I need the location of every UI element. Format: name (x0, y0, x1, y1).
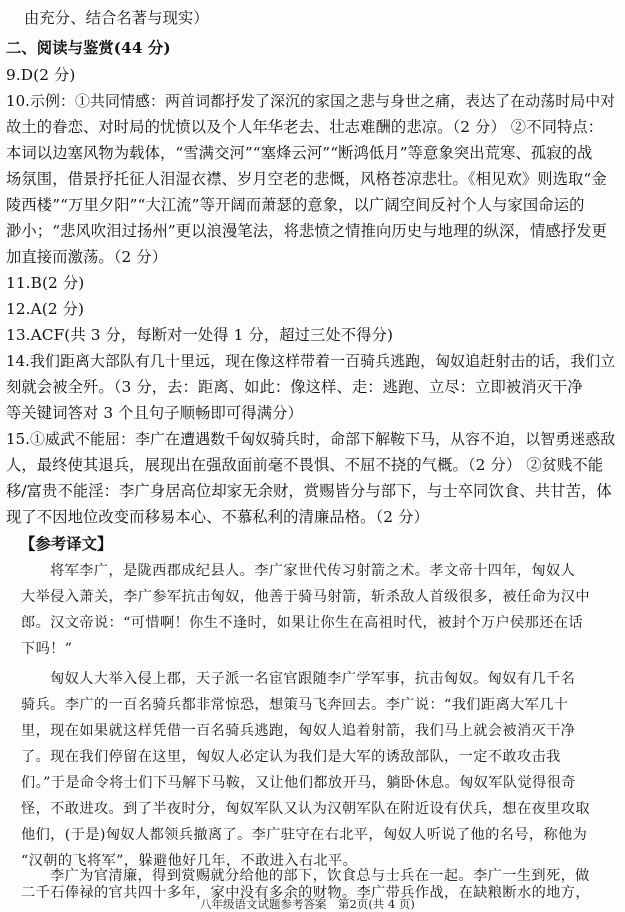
answer-line: 渺小；“悲风吹泪过扬州”更以浪漫笔法，将悲愤之情推向历史与地理的纵深，情感抒发更 (6, 222, 607, 240)
translation-line: 李广为官清廉，得到赏赐就分给他的部下，饮食总与士兵在一起。李广一生到死，做 (50, 868, 590, 884)
translation-line: 二千石俸禄的官共四十多年，家中没有多余的财物。李广带兵作战，在缺粮断水的地方， (21, 885, 590, 901)
translation-line: 们。”于是命令将士们下马解下马鞍，又让他们都放开马，躺卧休息。匈奴军队觉得很奇 (21, 775, 576, 791)
answer-line: 移/富贵不能淫：李广身居高位却家无余财，赏赐皆分与部下，与士卒同饮食、共甘苦，体 (6, 482, 612, 500)
translation-line: 郎。汉文帝说：“可惜啊！你生不逢时，如果让你生在高祖时代，被封个万户侯那还在话 (21, 615, 583, 631)
translation-line: “汉朝的飞将军”，躲避他好几年，不敢进入右北平。 (21, 853, 358, 869)
answer-line: 15.①威武不能屈：李广在遭遇数千匈奴骑兵时，命部下解鞍下马，从容不迫，以智勇迷惑敌 (6, 430, 616, 448)
page-footer: 八年级语文试题参考答案 第2页(共 4 页) (200, 897, 415, 911)
answer-line: 现了不因地位改变而移易本心、不慕私利的清廉品格。（2 分） (6, 508, 429, 526)
answer-line: 场氛围，借景抒托征人泪湿衣襟、岁月空老的悲慨，风格苍凉悲壮。《相见欢》则选取“金 (6, 170, 607, 188)
top-fragment: 由充分、结合名著与现实） (24, 9, 209, 27)
translation-line: 将军李广，是陇西郡成纪县人。李广家世代传习射箭之术。孝文帝十四年，匈奴人 (50, 563, 576, 579)
answer-line: 加直接而激荡。（2 分） (6, 248, 168, 266)
answer-line: 陵西楼”“万里夕阳”“大江流”等开阔而萧瑟的意象，以广阔空间反衬个人与家国命运的 (6, 196, 585, 214)
answer-line: 本词以边塞风物为载体，“雪满交河”“塞烽云河”“断鸿低月”等意象突出荒寒、孤寂的战 (6, 144, 593, 162)
answer-line: 14.我们距离大部队有几十里远，现在像这样带着一百骑兵逃跑，匈奴追赶射击的话，我们立 (6, 352, 616, 370)
translation-line: 怪，不敢进攻。到了半夜时分，匈奴军队又认为汉朝军队在附近设有伏兵，想在夜里攻取 (21, 801, 590, 817)
translation-line: 了。现在我们停留在这里，匈奴人必定认为我们是大军的诱敌部队，一定不敢攻击我 (21, 749, 561, 765)
answer-q11: 11.B(2 分) (6, 274, 85, 292)
translation-line: 他们，(于是)匈奴人都领兵撤离了。李广驻守在右北平，匈奴人听说了他的名号，称他为 (21, 827, 588, 843)
answer-line: 故土的眷恋、对时局的忧愤以及个人年华老去、壮志难酬的悲凉。（2 分） ②不同特点： (6, 118, 604, 136)
answer-q9: 9.D(2 分) (6, 66, 76, 84)
reference-translation-title: 【参考译文】 (20, 535, 113, 553)
translation-line: 下吗！” (21, 641, 73, 657)
translation-line: 骑兵。李广的一百名骑兵都非常惊恐，想策马飞奔回去。李广说：“我们距离大军几十 (21, 697, 569, 713)
answer-line: 人，最终使其退兵，展现出在强敌面前毫不畏惧、不屈不挠的气概。（2 分） ②贫贱不能 (6, 456, 604, 474)
answer-line: 刻就会被全歼。（3 分，去：距离、如此：像这样、走：逃跑、立尽：立即被消灭干净 (6, 378, 583, 396)
section-heading: 二、阅读与鉴赏(44 分) (6, 39, 171, 57)
answer-q13: 13.ACF(共 3 分，每断对一处得 1 分，超过三处不得分) (6, 326, 394, 344)
answer-line: 等关键词答对 3 个且句子顺畅即可得满分） (6, 404, 303, 422)
translation-line: 里，现在如果就这样凭借一百名骑兵逃跑，匈奴人追着射箭，我们马上就会被消灭干净 (21, 723, 576, 739)
answer-q12: 12.A(2 分) (6, 300, 85, 318)
answer-line: 10.示例：①共同情感：两首词都抒发了深沉的家国之悲与身世之痛，表达了在动荡时局中对 (6, 92, 616, 110)
translation-line: 匈奴人大举入侵上郡，天子派一名宦官跟随李广学军事，抗击匈奴。匈奴有几千名 (50, 671, 576, 687)
translation-line: 大举侵入萧关，李广参军抗击匈奴，他善于骑马射箭，斩杀敌人首级很多，被任命为汉中 (21, 589, 590, 605)
